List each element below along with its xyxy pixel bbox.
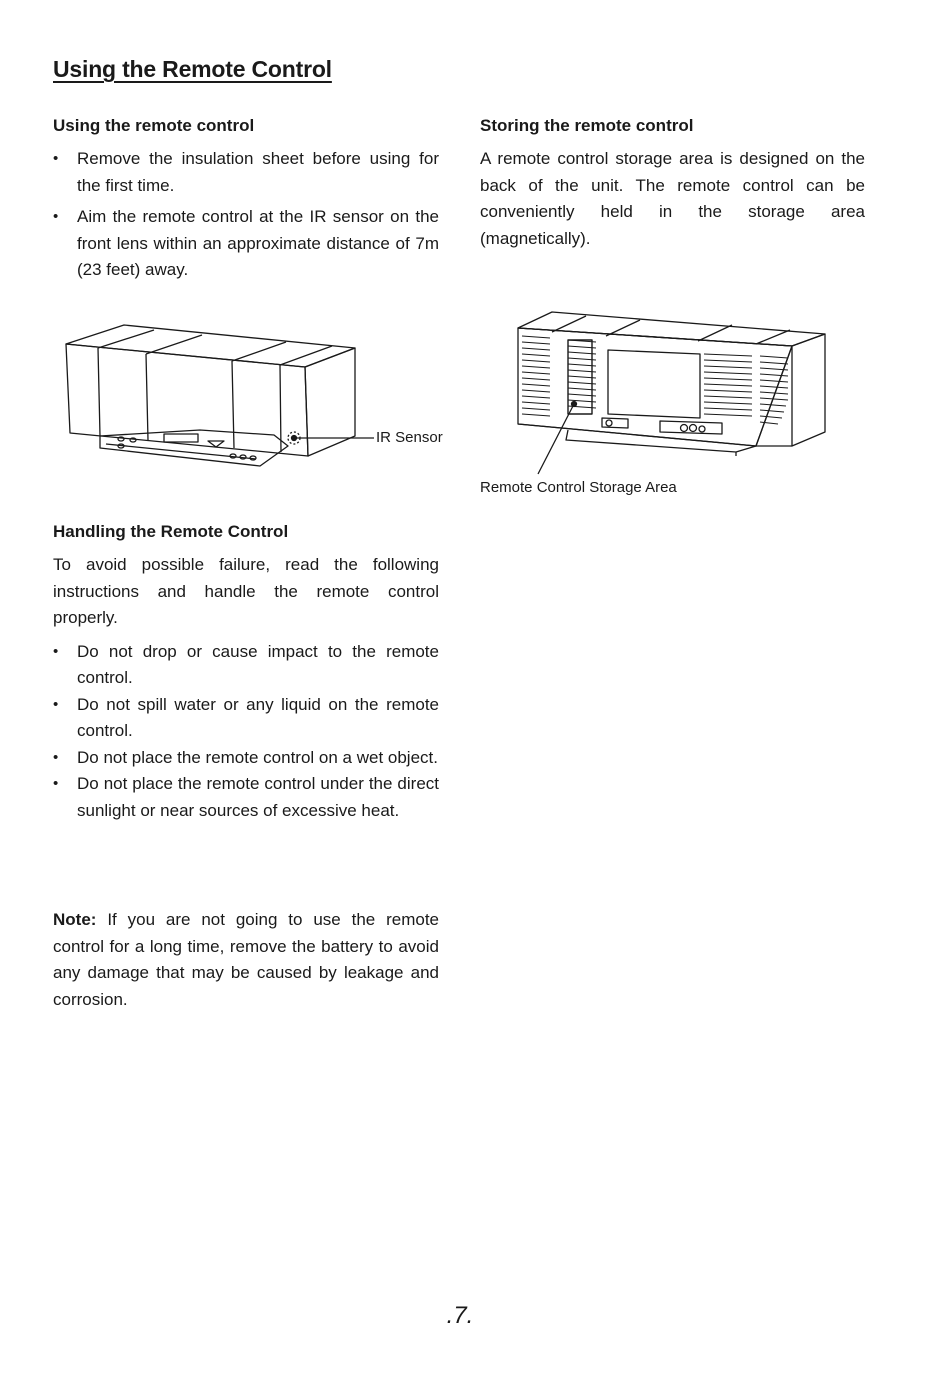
page-number: .7. bbox=[446, 1302, 474, 1329]
handling-bullet-item: • Do not drop or cause impact to the remote control. bbox=[53, 639, 439, 692]
handling-intro: To avoid possible failure, read the following instructions and handle the remote control properly. bbox=[53, 555, 439, 627]
handling-bullet-list bbox=[53, 639, 439, 825]
storage-area-label: Remote Control Storage Area bbox=[480, 479, 677, 496]
note-body: If you are not going to use the remote control for a long time, remove the battery to avoid any damage that may be caused by leakage and corrosion. bbox=[53, 910, 439, 1009]
storing-text: A remote control storage area is designed on the back of the unit. The remote control can be conveniently held in the storage area (magnetically). bbox=[480, 149, 865, 248]
handling-heading: Handling the Remote Control bbox=[53, 522, 289, 541]
using-bullet-item: • Aim the remote control at the IR sensor on the front lens within an approximate distance of 7m (23 feet) away. bbox=[53, 204, 439, 284]
storing-heading: Storing the remote control bbox=[480, 116, 694, 135]
handling-bullet-item: • Do not place the remote control on a wet object. bbox=[53, 745, 439, 772]
note-label: Note: bbox=[53, 910, 97, 929]
using-heading: Using the remote control bbox=[53, 116, 255, 135]
handling-section bbox=[53, 520, 439, 824]
handling-bullet-item: • Do not place the remote control under the direct sunlight or near sources of excessive heat. bbox=[53, 771, 439, 824]
unit-back-illustration bbox=[510, 306, 840, 476]
storing-section bbox=[480, 114, 865, 252]
handling-bullet-item: • Do not spill water or any liquid on the remote control. bbox=[53, 692, 439, 745]
using-section bbox=[53, 114, 439, 289]
note-section bbox=[53, 907, 439, 1013]
using-bullet-list bbox=[53, 146, 439, 284]
page-title: Using the Remote Control bbox=[53, 56, 332, 82]
using-bullet-item: • Remove the insulation sheet before using for the first time. bbox=[53, 146, 439, 199]
ir-sensor-label: IR Sensor bbox=[376, 429, 443, 446]
note-text bbox=[53, 907, 439, 1013]
